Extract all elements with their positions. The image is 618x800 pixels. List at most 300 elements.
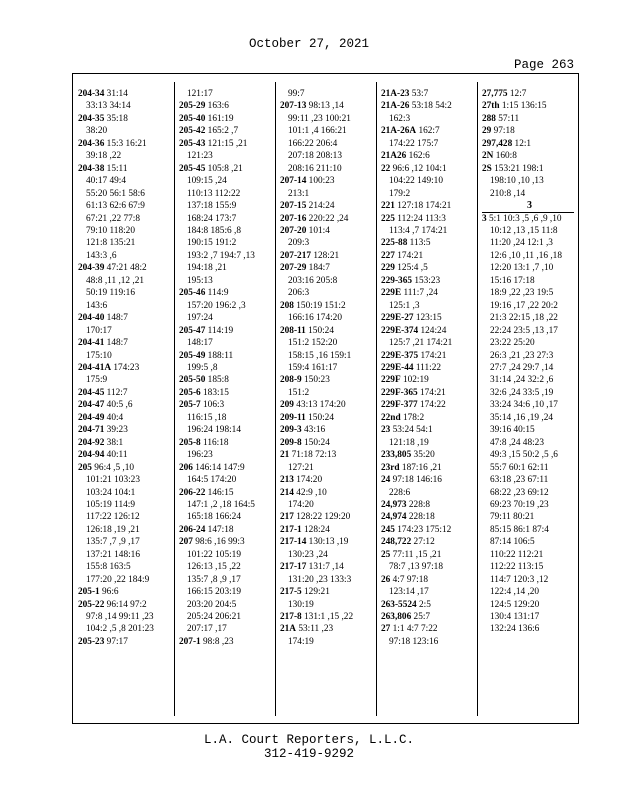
- page-line-refs: 135:7 ,7 ,9 ,17: [86, 537, 140, 548]
- index-entry: [381, 250, 476, 262]
- index-term: 205-8: [179, 437, 201, 448]
- page-line-refs: 124:5 129:20: [490, 599, 540, 610]
- index-term: 27,775: [482, 89, 508, 99]
- page-line-refs: 151:2: [288, 387, 310, 398]
- page-line-refs: 98:13 ,14: [306, 101, 344, 112]
- index-entry: [78, 387, 173, 399]
- page-line-refs: 210:8 ,14: [490, 188, 526, 199]
- index-entry: [482, 213, 577, 225]
- page-line-refs: 99:11 ,23 100:21: [288, 113, 351, 124]
- index-term: 217-5: [280, 587, 302, 598]
- page-line-refs: 116:15 ,18: [187, 412, 227, 423]
- index-term: 2S: [482, 163, 492, 174]
- page-line-refs: 104:22 149:10: [389, 176, 443, 187]
- page-line-refs: 4:7 97:18: [390, 574, 429, 585]
- page-line-refs: 53:11 ,23: [296, 624, 334, 635]
- page-line-refs: 130:13 ,19: [306, 537, 349, 548]
- index-entry: [179, 163, 274, 175]
- index-term: 22nd: [381, 412, 401, 423]
- page-line-refs: 15:11: [104, 163, 128, 174]
- index-term: 25: [381, 549, 391, 560]
- index-entry: [482, 100, 577, 112]
- index-term: 204-36: [78, 138, 105, 149]
- index-term: 225-88: [381, 238, 408, 249]
- page-line-refs: 114:7 120:3 ,12: [490, 574, 549, 585]
- index-term: 205-7: [179, 400, 201, 411]
- column-divider: [477, 82, 478, 716]
- index-term: 204-92: [78, 437, 105, 448]
- page-line-refs: 131:7 ,14: [306, 562, 344, 573]
- page-line-refs: 162:3: [389, 113, 411, 124]
- page-line-refs: 161:19: [205, 113, 234, 124]
- page-line-refs: 183:15: [200, 387, 229, 398]
- index-entry: [78, 312, 173, 324]
- page-line-refs: 87:14 106:5: [490, 537, 535, 548]
- page-line-refs: 175:10: [86, 350, 112, 361]
- page-line-refs: 100:23: [306, 176, 335, 187]
- page-line-refs: 162:6: [406, 151, 430, 162]
- page-line-refs: 101:21 103:23: [86, 475, 140, 486]
- index-entry: [381, 499, 476, 511]
- page-line-refs: 143:3 ,6: [86, 250, 117, 261]
- page-line-refs: 162:7: [416, 126, 440, 137]
- index-entry: [482, 113, 577, 125]
- page-line-refs: 128:21: [311, 250, 340, 261]
- page-line-refs: 96:14 97:2: [104, 599, 147, 610]
- index-entry: [179, 636, 274, 648]
- page-line-refs: 15:3 16:21: [104, 138, 147, 149]
- index-entry: [381, 88, 476, 100]
- index-entry: [78, 437, 173, 449]
- index-term: 21A-23: [381, 89, 410, 99]
- page-line-refs: 198:10 ,10 ,13: [490, 176, 544, 187]
- page-line-refs: 150:24: [301, 437, 330, 448]
- index-frame: [72, 73, 579, 724]
- page-line-refs: 125:4 ,5: [394, 263, 428, 274]
- page-line-refs: 130:19: [288, 599, 314, 610]
- index-term: 217-8: [280, 612, 302, 623]
- page-line-refs: 175:9: [86, 375, 108, 386]
- page-line-refs: 159:4 161:17: [288, 362, 338, 373]
- page-line-refs: 194:18 ,21: [187, 263, 227, 274]
- index-entry: [381, 412, 476, 424]
- page-line-refs: 151:2 152:20: [288, 338, 338, 349]
- page-line-refs: 40:17 49:4: [86, 176, 127, 187]
- index-entry: [381, 213, 476, 225]
- index-entry: [280, 374, 375, 386]
- page-line-refs: 178:2: [400, 412, 425, 423]
- index-term: 205-40: [179, 113, 206, 124]
- index-term: 207-13: [280, 101, 307, 112]
- page-line-refs: 137:21 148:16: [86, 549, 140, 560]
- index-term: 217-1: [280, 524, 302, 535]
- index-entry: [179, 487, 274, 499]
- page-line-refs: 96:6: [99, 587, 119, 598]
- page-line-refs: 12:6 ,10 ,11 ,16 ,18: [490, 250, 562, 261]
- page-line-refs: 15:16 17:18: [490, 275, 535, 286]
- index-entry: [179, 138, 274, 150]
- page-line-refs: 174:22 175:7: [389, 138, 439, 149]
- index-entry: [280, 325, 375, 337]
- page-line-refs: 111:7 ,24: [401, 288, 438, 299]
- page-line-refs: 146:15: [205, 487, 234, 498]
- page-line-refs: 43:13 174:20: [293, 400, 346, 411]
- index-term: 208-9: [280, 375, 302, 386]
- page-line-refs: 10:12 ,13 ,15 11:8: [490, 225, 558, 236]
- page-line-refs: 143:6: [86, 300, 108, 311]
- page-line-refs: 101:4: [306, 225, 330, 236]
- index-term: 24,973: [381, 499, 407, 510]
- page-line-refs: 131:20 ,23 133:3: [288, 574, 352, 585]
- page-line-refs: 71:18 72:13: [289, 450, 337, 461]
- page-line-refs: 42:9 ,10: [293, 487, 327, 498]
- page-line-refs: 170:17: [86, 325, 112, 336]
- index-term: 204-35: [78, 113, 105, 124]
- index-term: 209-11: [280, 412, 306, 423]
- index-entry: [381, 237, 476, 249]
- index-entry: [280, 200, 375, 212]
- index-term: 229E-44: [381, 362, 414, 373]
- index-entry: [179, 113, 274, 125]
- index-entry: [78, 362, 173, 374]
- index-term: 207-15: [280, 201, 307, 212]
- page-line-refs: 111:22: [413, 362, 442, 373]
- index-term: 233,805: [381, 450, 412, 461]
- index-term: 27: [381, 624, 391, 635]
- page-line-refs: 174:20: [293, 475, 323, 486]
- index-term: 204-49: [78, 412, 105, 423]
- index-term: 217-14: [280, 537, 307, 548]
- page-line-refs: 150:24: [305, 412, 334, 423]
- page-line-refs: 48:8 ,11 ,12 ,21: [86, 275, 145, 286]
- page-line-refs: 168:24 173:7: [187, 213, 237, 224]
- page-line-refs: 112:22 113:15: [490, 562, 544, 573]
- index-term: 21A-26A: [381, 126, 417, 137]
- page-line-refs: 174:23 175:12: [394, 524, 452, 535]
- page-line-refs: 105:8 ,21: [205, 163, 243, 174]
- index-term: 229F-365: [381, 387, 418, 398]
- index-term: 229-365: [381, 275, 412, 286]
- index-entry: [482, 150, 577, 162]
- index-term: 204-71: [78, 425, 105, 436]
- index-term: 207-20: [280, 225, 307, 236]
- index-term: 3: [482, 213, 487, 224]
- index-term: 288: [482, 113, 496, 124]
- index-term: 245: [381, 524, 395, 535]
- page-line-refs: 125:1 ,3: [389, 300, 420, 311]
- index-entry: [179, 387, 274, 399]
- index-entry: [179, 437, 274, 449]
- index-entry: [78, 636, 173, 648]
- index-entry: [78, 586, 173, 598]
- index-entry: [280, 487, 375, 499]
- index-entry: [381, 262, 476, 274]
- page-line-refs: 150:23: [301, 375, 330, 386]
- page-line-refs: 35:20: [411, 450, 435, 461]
- page-line-refs: 155:8 163:5: [86, 562, 131, 573]
- page-line-refs: 214:24: [306, 201, 335, 212]
- index-column-2: [179, 88, 274, 718]
- index-entry: [381, 287, 476, 299]
- index-term: 204-34: [78, 89, 105, 99]
- index-entry: [78, 262, 173, 274]
- index-entry: [179, 287, 274, 299]
- page-line-refs: 122:4 ,14 ,20: [490, 587, 540, 598]
- column-divider: [174, 82, 175, 716]
- index-entry: [482, 138, 577, 150]
- page-line-refs: 165:2 ,7: [205, 126, 239, 137]
- index-term: 229E: [381, 288, 402, 299]
- page-line-refs: 27:7 ,24 29:7 ,14: [490, 362, 554, 373]
- page-line-refs: 174:21: [394, 250, 424, 261]
- index-term: 204-94: [78, 450, 105, 461]
- index-entry: [381, 275, 476, 287]
- index-entry: [179, 374, 274, 386]
- index-term: 205-43: [179, 138, 206, 149]
- index-column-1: [78, 88, 173, 718]
- index-entry: [381, 399, 476, 411]
- page-line-refs: 209:3: [288, 238, 310, 249]
- column-divider: [376, 82, 377, 716]
- index-entry: [280, 100, 375, 112]
- index-term: 205-6: [179, 387, 201, 398]
- index-term: 205-46: [179, 288, 206, 299]
- index-term: 263-5524: [381, 599, 417, 610]
- page-line-refs: 160:8: [493, 151, 517, 162]
- page-line-refs: 174:23: [111, 362, 140, 373]
- page-line-refs: 77:11 ,15 ,21: [390, 549, 442, 560]
- index-term: 217: [280, 512, 294, 523]
- page-line-refs: 112:7: [104, 387, 128, 398]
- page-line-refs: 2:5: [416, 599, 431, 610]
- index-entry: [78, 88, 173, 100]
- index-entry: [280, 611, 375, 623]
- page-line-refs: 69:23 70:19 ,23: [490, 499, 549, 510]
- index-term: 217-17: [280, 562, 307, 573]
- page-line-refs: 102:19: [400, 375, 429, 386]
- page-line-refs: 53:18 54:2: [409, 101, 452, 112]
- page-line-refs: 166:16 174:20: [288, 313, 342, 324]
- page-line-refs: 98:8 ,23: [200, 636, 234, 647]
- index-entry: [280, 449, 375, 461]
- page-line-refs: 18:9 ,22 ,23 19:5: [490, 288, 554, 299]
- index-term: 205-29: [179, 101, 206, 112]
- index-term: 206-22: [179, 487, 206, 498]
- index-term: 213: [280, 475, 294, 486]
- page-line-refs: 12:1: [512, 138, 532, 149]
- page-line-refs: 53:24 54:1: [390, 425, 433, 436]
- index-entry: [179, 536, 274, 548]
- index-entry: [381, 125, 476, 137]
- page-line-refs: 148:7: [104, 338, 128, 349]
- index-term: 209: [280, 400, 294, 411]
- page-line-refs: 43:16: [301, 425, 326, 436]
- page-line-refs: 207:17 ,17: [187, 624, 227, 635]
- page-line-refs: 106:3: [200, 400, 225, 411]
- index-term: 21A-26: [381, 101, 410, 112]
- index-term: 24: [381, 475, 391, 486]
- index-term: 2N: [482, 151, 494, 162]
- index-entry: [280, 262, 375, 274]
- page-line-refs: 174:19: [288, 636, 314, 647]
- page-line-refs: 228:6: [389, 487, 411, 498]
- index-term: 204-39: [78, 263, 105, 274]
- page-line-refs: 96:4 ,5 ,10: [91, 462, 135, 473]
- page-line-refs: 174:20: [288, 499, 314, 510]
- index-entry: [482, 163, 577, 175]
- page-line-refs: 150:19 151:2: [293, 300, 346, 311]
- page-line-refs: 165:18 166:24: [187, 512, 241, 523]
- page-line-refs: 47:8 ,24 48:23: [490, 437, 544, 448]
- index-term: 23: [381, 425, 391, 436]
- index-term: 204-41: [78, 338, 105, 349]
- page-line-refs: 153:23: [412, 275, 441, 286]
- index-entry: [280, 536, 375, 548]
- column-divider: [275, 82, 276, 716]
- index-term: 207-217: [280, 250, 311, 261]
- page-line-refs: 193:2 ,7 194:7 ,13: [187, 250, 255, 261]
- page-line-refs: 205:24 206:21: [187, 612, 241, 623]
- page-line-refs: 174:21: [418, 350, 447, 361]
- page-line-refs: 121:23: [187, 151, 213, 162]
- page-line-refs: 40:11: [104, 450, 128, 461]
- index-entry: [280, 561, 375, 573]
- index-entry: [381, 350, 476, 362]
- page-line-refs: 31:14 ,24 32:2 ,6: [490, 375, 554, 386]
- page-line-refs: 213:1: [288, 188, 310, 199]
- page-line-refs: 123:15: [413, 313, 442, 324]
- page-line-refs: 101:1 ,4 166:21: [288, 126, 347, 137]
- index-term: 229: [381, 263, 395, 274]
- index-term: 205-49: [179, 350, 206, 361]
- page-line-refs: 96:6 ,12 104:1: [390, 163, 447, 174]
- index-term: 205: [78, 462, 92, 473]
- page-line-refs: 124:24: [418, 325, 447, 336]
- page-line-refs: 197:24: [187, 313, 213, 324]
- index-term: 22: [381, 163, 391, 174]
- page-line-refs: 31:14: [104, 89, 128, 99]
- index-term: 229E-27: [381, 313, 414, 324]
- page-line-refs: 147:18: [205, 524, 234, 535]
- page-line-refs: 185:8: [205, 375, 229, 386]
- page-line-refs: 166:15 203:19: [187, 587, 241, 598]
- index-term: 204-41A: [78, 362, 112, 373]
- index-entry: [381, 474, 476, 486]
- index-term: 21A26: [381, 151, 407, 162]
- page-line-refs: 27:12: [411, 537, 435, 548]
- index-term: 205-42: [179, 126, 206, 137]
- index-term: 207-16: [280, 213, 307, 224]
- index-term: 24,974: [381, 512, 407, 523]
- page-line-refs: 57:11: [495, 113, 520, 124]
- page-line-refs: 39:18 ,22: [86, 151, 122, 162]
- index-term: 205-47: [179, 325, 206, 336]
- footer-phone: 312-419-9292: [263, 747, 354, 761]
- index-entry: [280, 399, 375, 411]
- index-column-4: [381, 88, 476, 718]
- index-entry: [78, 163, 173, 175]
- page-line-refs: 148:17: [187, 338, 213, 349]
- page-line-refs: 21:3 22:15 ,18 ,22: [490, 313, 558, 324]
- index-term: 207: [179, 537, 193, 548]
- index-entry: [280, 250, 375, 262]
- page-line-refs: 47:21 48:2: [104, 263, 147, 274]
- index-entry: [482, 88, 577, 100]
- index-entry: [381, 100, 476, 112]
- index-entry: [381, 362, 476, 374]
- page-line-refs: 19:16 ,17 ,22 20:2: [490, 300, 558, 311]
- page-line-refs: 1:15 136:15: [499, 101, 547, 112]
- index-entry: [381, 536, 476, 548]
- page-date: October 27, 2021: [248, 37, 370, 51]
- page-line-refs: 33:24 34:6 ,10 ,17: [490, 400, 558, 411]
- page-line-refs: 53:7: [409, 89, 429, 99]
- page-line-refs: 99:7: [288, 89, 305, 99]
- page-line-refs: 32:6 ,24 33:5 ,19: [490, 387, 554, 398]
- page-line-refs: 55:20 56:1 58:6: [86, 188, 145, 199]
- index-entry: [381, 325, 476, 337]
- page-line-refs: 163:6: [205, 101, 229, 112]
- page-line-refs: 228:18: [406, 512, 435, 523]
- page-line-refs: 25:7: [411, 612, 431, 623]
- index-term: 204-40: [78, 313, 105, 324]
- page-line-refs: 174:21: [417, 387, 446, 398]
- page-line-refs: 121:8 135:21: [86, 238, 136, 249]
- index-term: 297,428: [482, 138, 513, 149]
- page-line-refs: 177:20 ,22 184:9: [86, 574, 150, 585]
- index-entry: [381, 374, 476, 386]
- page-line-refs: 50:19 119:16: [86, 288, 135, 299]
- index-entry: [381, 150, 476, 162]
- page-line-refs: 126:13 ,15 ,22: [187, 562, 241, 573]
- page-line-refs: 128:24: [301, 524, 330, 535]
- page-line-refs: 184:8 185:6 ,8: [187, 225, 241, 236]
- page-line-refs: 137:18 155:9: [187, 201, 237, 212]
- page-line-refs: 35:18: [104, 113, 128, 124]
- index-entry: [381, 462, 476, 474]
- page-line-refs: 23:22 25:20: [490, 338, 535, 349]
- index-entry: [381, 511, 476, 523]
- index-entry: [280, 623, 375, 635]
- index-entry: [280, 511, 375, 523]
- index-term: 26: [381, 574, 391, 585]
- index-term: 27th: [482, 101, 500, 112]
- index-term: 207-1: [179, 636, 201, 647]
- page-line-refs: 146:14 147:9: [192, 462, 245, 473]
- index-entry: [78, 412, 173, 424]
- page-line-refs: 127:18 174:21: [394, 201, 452, 212]
- page-line-refs: 97:17: [104, 636, 128, 647]
- index-entry: [179, 100, 274, 112]
- page-line-refs: 12:7: [507, 89, 527, 99]
- index-term: 229E-375: [381, 350, 419, 361]
- index-term: 229F-377: [381, 400, 418, 411]
- index-term: 205-45: [179, 163, 206, 174]
- page-line-refs: 55:7 60:1 62:11: [490, 462, 549, 473]
- page-line-refs: 97:18 146:16: [390, 475, 442, 486]
- index-entry: [381, 549, 476, 561]
- page-line-refs: 78:7 ,13 97:18: [389, 562, 443, 573]
- index-entry: [78, 337, 173, 349]
- index-entry: [78, 462, 173, 474]
- index-term: 229F: [381, 375, 401, 386]
- index-entry: [78, 424, 173, 436]
- index-entry: [381, 424, 476, 436]
- index-entry: [381, 623, 476, 635]
- index-entry: [78, 599, 173, 611]
- page-line-refs: 150:24: [305, 325, 334, 336]
- index-term: 205-23: [78, 636, 105, 647]
